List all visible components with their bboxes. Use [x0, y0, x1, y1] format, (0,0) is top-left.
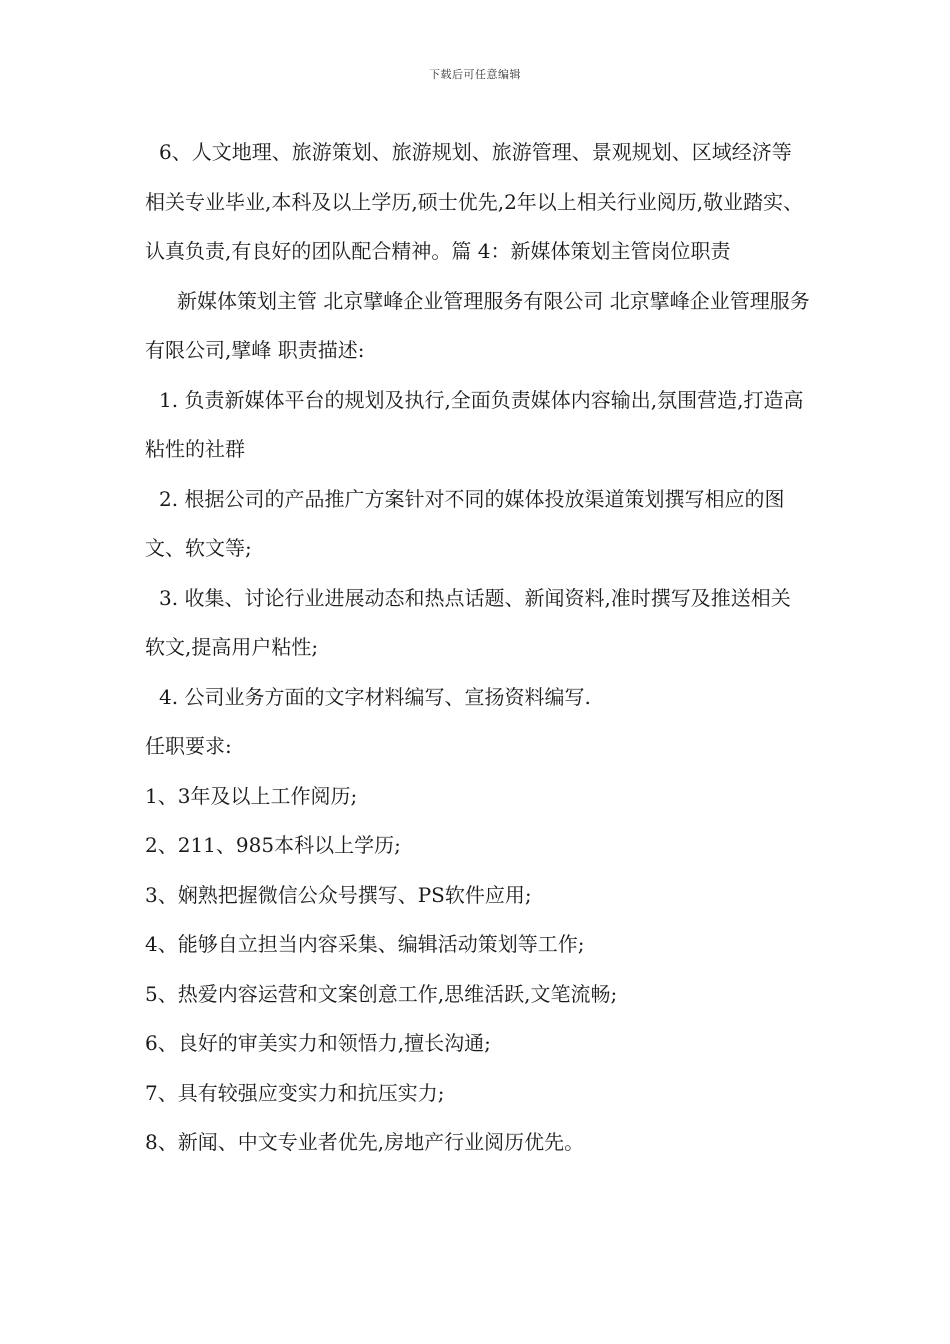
duty-item-3: 3. 收集、讨论行业进展动态和热点话题、新闻资料,准时撰写及推送相关软文,提高用户粘性;: [145, 585, 791, 659]
duty-item-2: 2. 根据公司的产品推广方案针对不同的媒体投放渠道策划撰写相应的图文、软文等;: [145, 486, 785, 560]
requirement-item-3: 3、娴熟把握微信公众号撰写、PS软件应用;: [145, 882, 532, 907]
requirement-item-5: 5、热爱内容运营和文案创意工作,思维活跃,文笔流畅;: [145, 981, 618, 1006]
duty-item-4: 4. 公司业务方面的文字材料编写、宣扬资料编写.: [159, 684, 591, 709]
document-body: [145, 128, 810, 1168]
company-paragraph: 新媒体策划主管 北京擘峰企业管理服务有限公司 北京擘峰企业管理服务有限公司,擘峰 职责描述:: [145, 288, 810, 362]
page-header: 下载后可任意编辑: [429, 68, 521, 81]
intro-paragraph: 6、人文地理、旅游策划、旅游规划、旅游管理、景观规划、区域经济等相关专业毕业,本科及以上学历,硕士优先,2年以上相关行业阅历,敬业踏实、认真负责,有良好的团队配合精神。篇 4：新媒体策划主管岗位职责: [145, 140, 804, 263]
requirement-item-6: 6、良好的审美实力和领悟力,擅长沟通;: [145, 1031, 491, 1055]
requirement-item-1: 1、3年及以上工作阅历;: [145, 783, 358, 808]
requirement-item-7: 7、具有较强应变实力和抗压实力;: [145, 1080, 445, 1105]
requirements-title: 任职要求:: [145, 734, 232, 758]
requirement-item-2: 2、211、985本科以上学历;: [145, 833, 401, 857]
duty-item-1: 1. 负责新媒体平台的规划及执行,全面负责媒体内容输出,氛围营造,打造高粘性的社群: [145, 387, 804, 461]
requirement-item-8: 8、新闻、中文专业者优先,房地产行业阅历优先。: [145, 1130, 585, 1154]
requirement-item-4: 4、能够自立担当内容采集、编辑活动策划等工作;: [145, 932, 585, 956]
